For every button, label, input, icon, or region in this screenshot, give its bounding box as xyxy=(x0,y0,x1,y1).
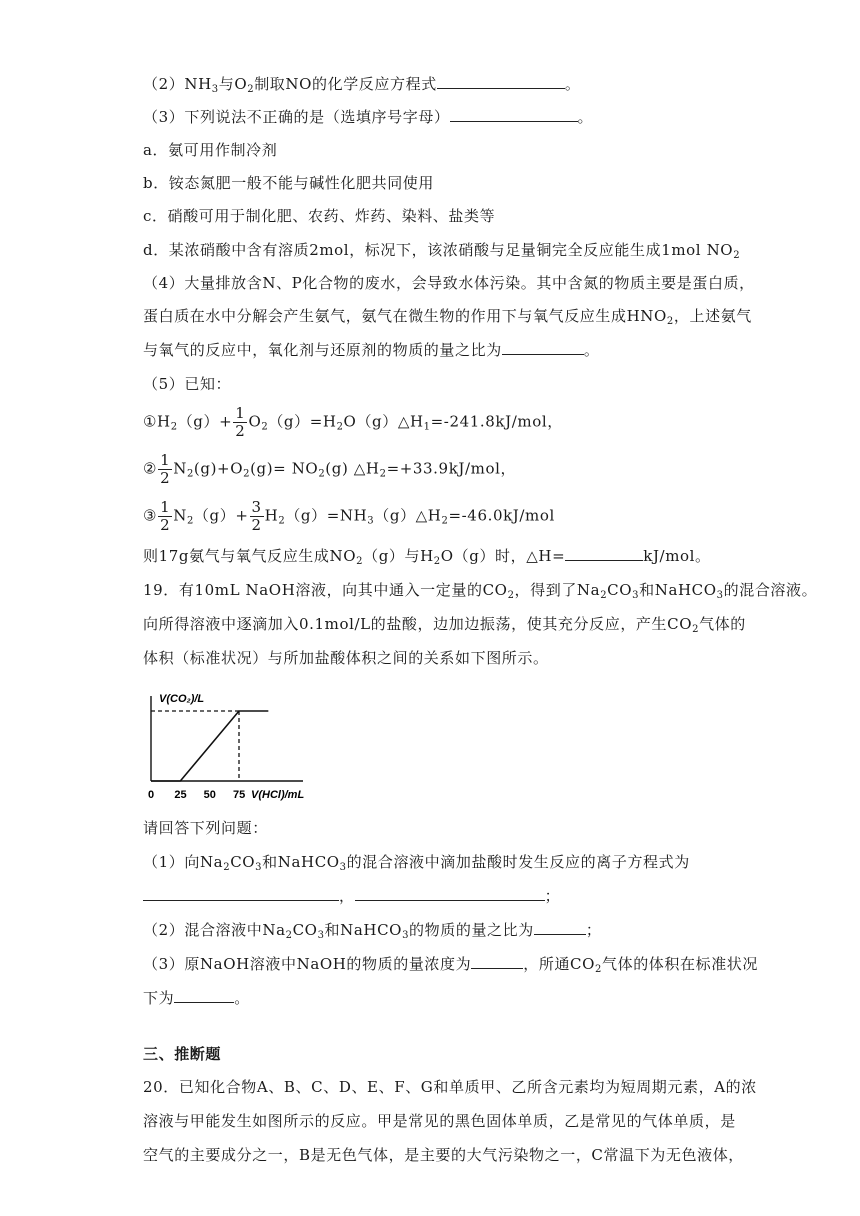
subscript: 3 xyxy=(367,515,375,527)
text: （g）=H xyxy=(268,412,337,431)
subscript: 2 xyxy=(278,515,286,527)
answer-blank[interactable] xyxy=(534,920,586,935)
text: （g）+ xyxy=(193,506,249,525)
text: N xyxy=(173,506,187,525)
fraction-numerator: 1 xyxy=(235,404,246,422)
text: =-46.0kJ/mol xyxy=(448,506,555,525)
fraction-denominator: 2 xyxy=(251,516,262,534)
text: ② xyxy=(143,459,158,478)
subscript: 2 xyxy=(223,862,231,873)
text: ，上述氨气 xyxy=(673,307,752,325)
text: 和NaHCO xyxy=(262,853,340,871)
series-line xyxy=(151,711,268,781)
q19-ask xyxy=(143,818,268,838)
subscript: 2 xyxy=(356,556,364,567)
text: （5）已知： xyxy=(143,375,232,393)
text: a．氨可用作制冷剂 xyxy=(143,141,278,159)
subscript: 2 xyxy=(243,468,251,480)
subscript: 2 xyxy=(186,468,194,480)
text: （4）大量排放含N、P化合物的废水，会导致水体污染。其中含氮的物质主要是蛋白质， xyxy=(143,274,755,292)
q18-part5-intro xyxy=(143,374,231,394)
q18-part5-final xyxy=(143,546,711,566)
text: 。 xyxy=(577,108,594,126)
text: 则17g氨气与氧气反应生成NO xyxy=(143,547,357,565)
text: 三、推断题 xyxy=(143,1045,222,1063)
text: NH xyxy=(184,75,212,93)
answer-blank[interactable] xyxy=(565,546,643,561)
subscript: 3 xyxy=(632,590,640,601)
q18-part4-line3 xyxy=(143,340,599,360)
x-tick-labels xyxy=(148,789,245,801)
x-tick-label: 0 xyxy=(148,789,155,801)
subscript: 2 xyxy=(379,468,387,480)
q19-line1 xyxy=(143,580,817,600)
option-b xyxy=(143,173,434,193)
fraction-denominator: 2 xyxy=(235,422,246,440)
q18-part4-line1 xyxy=(143,273,755,293)
q20-line3 xyxy=(143,1145,744,1165)
text: 。 xyxy=(564,75,581,93)
option-a xyxy=(143,140,277,160)
answer-blank[interactable] xyxy=(355,886,545,901)
text: 20．已知化合物A、B、C、D、E、F、G和单质甲、乙所含元素均为短周期元素，A的浓 xyxy=(143,1078,757,1096)
text: CO xyxy=(607,581,633,599)
q19-sub2 xyxy=(143,920,601,940)
subscript: 2 xyxy=(595,964,602,975)
q20-line1 xyxy=(143,1077,757,1097)
fraction-numerator: 1 xyxy=(160,451,171,469)
text: 的物质的量之比为 xyxy=(409,921,534,939)
text: （g）=NH xyxy=(285,506,368,525)
text: 的混合溶液。 xyxy=(723,581,818,599)
section-title xyxy=(143,1044,221,1064)
text: 制取NO的化学反应方程式 xyxy=(254,75,437,93)
text: O（g）时，△H= xyxy=(440,547,566,565)
subscript: 3 xyxy=(402,930,410,941)
answer-blank[interactable] xyxy=(450,107,578,122)
subscript: 2 xyxy=(733,250,741,261)
text: ③ xyxy=(143,506,158,525)
text: 的混合溶液中滴加盐酸时发生反应的离子方程式为 xyxy=(346,853,690,871)
text: ， xyxy=(339,887,355,905)
text: ； xyxy=(544,887,561,905)
fraction-denominator: 2 xyxy=(160,469,171,487)
answer-blank[interactable] xyxy=(174,988,234,1003)
text: 蛋白质在水中分解会产生氨气，氨气在微生物的作用下与氧气反应生成HNO xyxy=(143,307,667,325)
subscript: 2 xyxy=(261,421,269,433)
subscript: 2 xyxy=(247,84,255,95)
fraction xyxy=(158,452,172,487)
answer-blank[interactable] xyxy=(502,340,584,355)
fraction-denominator: 2 xyxy=(160,516,171,534)
q18-part2 xyxy=(143,74,580,94)
text: ，得到了Na xyxy=(514,581,601,599)
text: (g)= NO xyxy=(250,459,319,478)
text: 和NaHCO xyxy=(639,581,717,599)
text: 请回答下列问题： xyxy=(143,819,268,837)
answer-blank[interactable] xyxy=(437,74,565,89)
subscript: 2 xyxy=(692,624,700,635)
text: 与O xyxy=(218,75,248,93)
text: O（g）△H xyxy=(343,412,424,431)
equation-2 xyxy=(143,452,516,487)
fraction-numerator: 3 xyxy=(251,498,262,516)
text: O xyxy=(248,412,262,431)
subscript: 3 xyxy=(339,862,347,873)
text: （g）△H xyxy=(374,506,442,525)
co2-volume-chart xyxy=(143,686,323,806)
text: d．某浓硝酸中含有溶质2mol，标况下，该浓硝酸与足量铜完全反应能生成1mol NO xyxy=(143,241,734,259)
text: N xyxy=(173,459,187,478)
text: =+33.9kJ/mol， xyxy=(386,459,517,478)
text: (g)+O xyxy=(193,459,244,478)
text: （3）下列说法不正确的是（选填序号字母） xyxy=(143,108,450,126)
subscript: 2 xyxy=(507,590,515,601)
text: 气体的体积在标准状况 xyxy=(602,955,759,973)
text: b．铵态氮肥一般不能与碱性化肥共同使用 xyxy=(143,174,435,192)
text: kJ/mol。 xyxy=(643,547,711,565)
q19-sub1-blanks xyxy=(143,886,560,906)
option-c xyxy=(143,206,495,226)
subscript: 2 xyxy=(318,468,326,480)
subscript: 2 xyxy=(600,590,608,601)
answer-blank[interactable] xyxy=(471,954,523,969)
option-d xyxy=(143,240,740,260)
text: 体积（标准状况）与所加盐酸体积之间的关系如下图所示。 xyxy=(143,649,549,667)
q19-sub1 xyxy=(143,852,690,872)
text: H xyxy=(264,506,279,525)
part-number: （2） xyxy=(143,75,185,93)
text: ； xyxy=(585,921,602,939)
text: c．硝酸可用于制化肥、农药、炸药、染料、盐类等 xyxy=(143,207,496,225)
subscript: 2 xyxy=(186,515,194,527)
text: （g）与H xyxy=(363,547,434,565)
q18-part3 xyxy=(143,107,593,127)
text: 下为 xyxy=(143,989,175,1007)
text: 。 xyxy=(234,989,250,1007)
text: 向所得溶液中逐滴加入0.1mol/L的盐酸，边加边振荡，使其充分反应，产生CO xyxy=(143,615,693,633)
fraction xyxy=(158,499,172,534)
q19-line2 xyxy=(143,614,746,634)
subscript: 2 xyxy=(285,930,293,941)
q20-line2 xyxy=(143,1111,736,1131)
text: 和NaHCO xyxy=(324,921,403,939)
text: (g) △H xyxy=(325,459,380,478)
q18-part4-line2 xyxy=(143,306,752,326)
text: 与氧气的反应中，氧化剂与还原剂的物质的量之比为 xyxy=(143,341,502,359)
fraction-numerator: 1 xyxy=(160,498,171,516)
fraction xyxy=(250,499,264,534)
subscript: 2 xyxy=(666,316,674,327)
text: 溶液与甲能发生如图所示的反应。甲是常见的黑色固体单质，乙是常见的气体单质，是 xyxy=(143,1112,736,1130)
text: （1）向Na xyxy=(143,853,224,871)
subscript: 1 xyxy=(423,421,431,433)
x-tick-label: 25 xyxy=(174,789,187,801)
text: =-241.8kJ/mol， xyxy=(430,412,563,431)
text: 。 xyxy=(583,341,600,359)
text: （g）+ xyxy=(177,412,233,431)
text: 空气的主要成分之一，B是无色气体，是主要的大气污染物之一，C常温下为无色液体， xyxy=(143,1146,744,1164)
x-tick-label: 75 xyxy=(233,789,246,801)
y-axis-label: V(CO₂)/L xyxy=(159,693,205,705)
subscript: 2 xyxy=(336,421,344,433)
text: （2）混合溶液中Na xyxy=(143,921,286,939)
x-tick-label: 50 xyxy=(203,789,216,801)
x-axis-label: V(HCl)/mL xyxy=(251,789,305,801)
q19-sub3 xyxy=(143,954,758,974)
text: CO xyxy=(230,853,256,871)
equation-3 xyxy=(143,499,555,534)
subscript: 3 xyxy=(716,590,724,601)
fraction xyxy=(233,405,247,440)
text: 19．有10mL NaOH溶液，向其中通入一定量的CO xyxy=(143,581,508,599)
answer-blank[interactable] xyxy=(143,886,339,901)
subscript: 2 xyxy=(170,421,178,433)
subscript: 3 xyxy=(211,84,219,95)
subscript: 3 xyxy=(255,862,263,873)
text: ，所通CO xyxy=(523,955,596,973)
q19-sub3-line2 xyxy=(143,988,250,1008)
subscript: 2 xyxy=(433,556,441,567)
text: 气体的 xyxy=(699,615,746,633)
q19-line3 xyxy=(143,648,549,668)
text: （3）原NaOH溶液中NaOH的物质的量浓度为 xyxy=(143,955,472,973)
equation-1 xyxy=(143,405,563,440)
subscript: 2 xyxy=(441,515,449,527)
text: ①H xyxy=(143,412,171,431)
subscript: 3 xyxy=(317,930,325,941)
text: CO xyxy=(292,921,318,939)
